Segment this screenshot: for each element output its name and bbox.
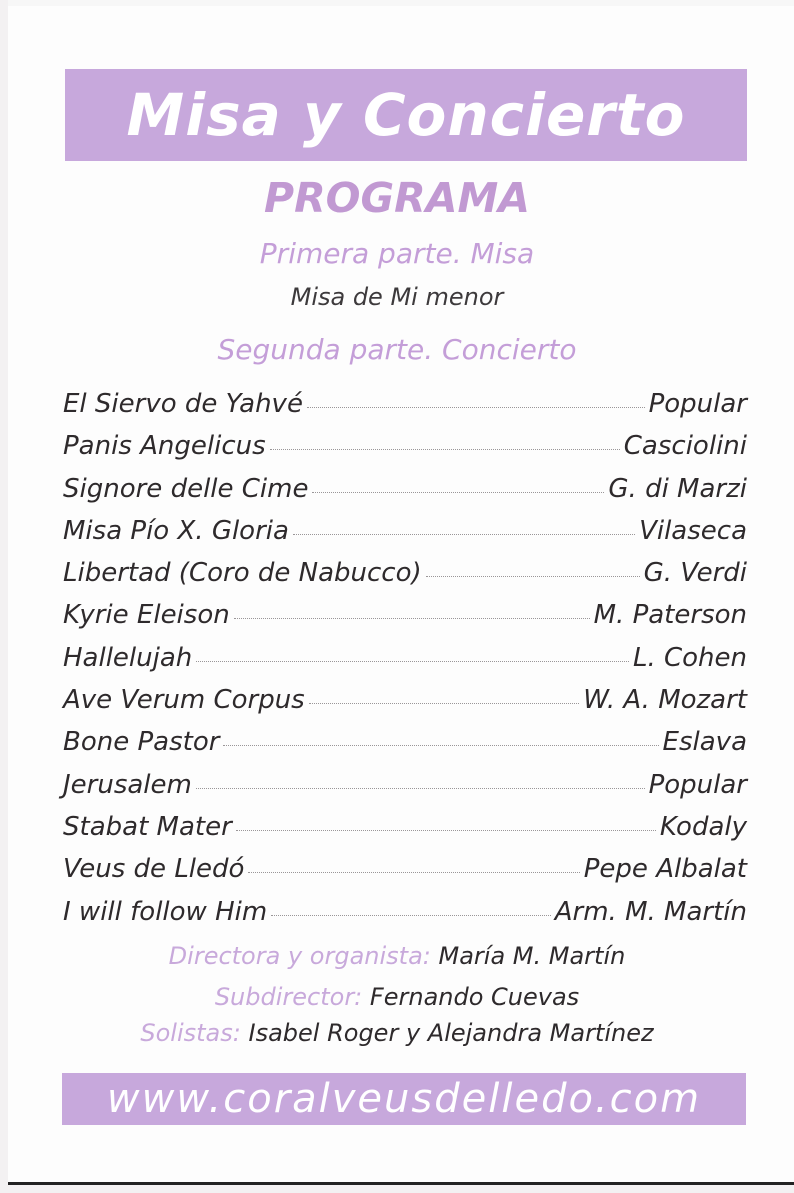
soloists-label: Solistas: (140, 1019, 241, 1047)
dotted-leader (196, 661, 629, 662)
composer-name: Popular (648, 389, 747, 419)
program-row (63, 812, 747, 854)
soloists-names: Isabel Roger y Alejandra Martínez (248, 1019, 654, 1047)
program-heading: PROGRAMA (264, 174, 530, 222)
piece-title: Jerusalem (63, 769, 192, 800)
soloists-credit (0, 1019, 794, 1047)
dotted-leader (196, 788, 645, 789)
program-list (63, 389, 747, 939)
composer-name: Pepe Albalat (583, 854, 747, 885)
piece-title: Misa Pío X. Gloria (63, 515, 289, 546)
subdirector-name: Fernando Cuevas (369, 983, 580, 1011)
composer-name: Popular (648, 769, 747, 800)
dotted-leader (236, 830, 656, 831)
program-row (63, 854, 747, 896)
piece-title: Stabat Mater (63, 811, 232, 842)
piece-title: Bone Pastor (63, 727, 220, 758)
dotted-leader (248, 872, 579, 873)
composer-name: W. A. Mozart (583, 685, 747, 716)
composer-name: L. Cohen (632, 642, 747, 673)
piece-title: I will follow Him (63, 896, 268, 927)
composer-name: Vilaseca (639, 515, 747, 546)
piece-title: Ave Verum Corpus (63, 685, 305, 716)
subdirector-credit (0, 983, 794, 1011)
website-banner (62, 1073, 746, 1125)
dotted-leader (223, 745, 658, 746)
piece-title: Libertad (Coro de Nabucco) (63, 558, 422, 589)
program-row (63, 770, 747, 812)
dotted-leader (234, 618, 590, 619)
piece-title: Kyrie Eleison (63, 600, 230, 631)
part-one-piece: Misa de Mi menor (290, 283, 504, 311)
dotted-leader (293, 534, 635, 535)
director-label: Directora y organista: (168, 942, 431, 970)
dotted-leader (270, 449, 620, 450)
program-row (63, 474, 747, 516)
dotted-leader (307, 407, 645, 408)
director-credit (0, 942, 794, 970)
piece-title: Panis Angelicus (63, 431, 266, 462)
event-title: Misa y Concierto (126, 81, 686, 149)
dotted-leader (312, 492, 604, 493)
composer-name: M. Paterson (593, 600, 747, 631)
composer-name: Eslava (662, 727, 747, 758)
composer-name: Kodaly (659, 811, 747, 842)
part-two-label: Segunda parte. Concierto (217, 333, 577, 366)
composer-name: G. Verdi (643, 558, 747, 589)
piece-title: Hallelujah (63, 642, 193, 673)
director-name: María M. Martín (438, 942, 626, 970)
program-row (63, 600, 747, 642)
program-row (63, 897, 747, 939)
program-row (63, 389, 747, 431)
program-row (63, 558, 747, 600)
part-one-label: Primera parte. Misa (259, 237, 535, 270)
program-row (63, 431, 747, 473)
program-row (63, 685, 747, 727)
program-row (63, 727, 747, 769)
title-banner (65, 69, 747, 161)
dotted-leader (309, 703, 580, 704)
dotted-leader (426, 576, 640, 577)
program-row (63, 643, 747, 685)
piece-title: El Siervo de Yahvé (63, 389, 303, 419)
program-row (63, 516, 747, 558)
composer-name: Casciolini (623, 431, 747, 462)
composer-name: G. di Marzi (608, 473, 747, 504)
piece-title: Signore delle Cime (63, 473, 309, 504)
composer-name: Arm. M. Martín (554, 896, 747, 927)
website-url: www.coralveusdelledo.com (106, 1076, 702, 1122)
piece-title: Veus de Lledó (63, 854, 245, 885)
dotted-leader (271, 915, 551, 916)
subdirector-label: Subdirector: (214, 983, 363, 1011)
